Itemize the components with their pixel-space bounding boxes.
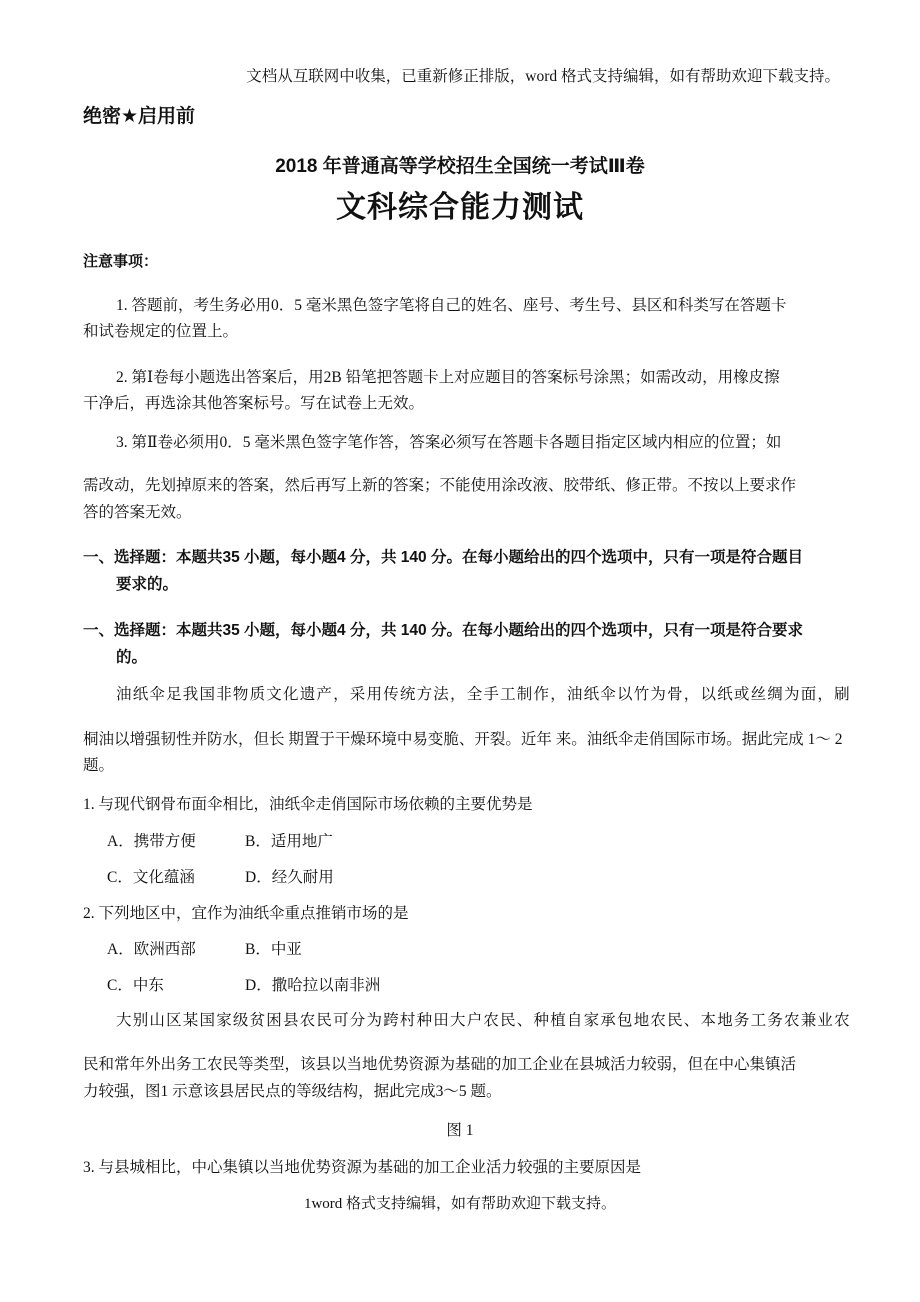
question-2-option-d: D．撒哈拉以南非洲	[245, 977, 381, 994]
download-note-header: 文档从互联网中收集，已重新修正排版，word 格式支持编辑，如有帮助欢迎下载支持。	[246, 68, 840, 85]
question-2-option-a: A．欧洲西部	[107, 941, 196, 958]
figure-caption: 图 1	[446, 1122, 474, 1139]
question-3-stem: 3. 与县城相比，中心集镇以当地优势资源为基础的加工企业活力较强的主要原因是	[83, 1159, 642, 1176]
notice-item-2-line-2: 干净后，再选涂其他答案标号。写在试卷上无效。	[83, 395, 425, 412]
notice-item-2-line-1: 2. 第Ⅰ卷每小题选出答案后，用2B 铅笔把答题卡上对应题目的答案标号涂黑；如需改动，用橡皮擦	[116, 369, 780, 386]
question-1-option-a: A．携带方便	[107, 833, 196, 850]
section-heading-1-line-1: 一、选择题：本题共35 小题，每小题4 分，共 140 分。在每小题给出的四个选项中，只有一项是符合题目	[83, 549, 803, 566]
question-1-option-c: C．文化蕴涵	[107, 869, 195, 886]
passage-1-line-3: 题。	[83, 757, 115, 774]
notice-item-1-line-1: 1. 答题前，考生务必用0．5 毫米黑色签字笔将自己的姓名、座号、考生号、县区和科类写在答题卡	[116, 297, 787, 314]
exam-title: 2018 年普通高等学校招生全国统一考试Ⅲ卷	[275, 156, 645, 177]
notice-heading: 注意事项：	[83, 253, 159, 270]
notice-item-3-line-3: 答的答案无效。	[83, 504, 192, 521]
question-2-stem: 2. 下列地区中，宜作为油纸伞重点推销市场的是	[83, 905, 409, 922]
notice-item-3-line-1: 3. 第Ⅱ卷必须用0．5 毫米黑色签字笔作答，答案必须写在答题卡各题目指定区域内相应的位置；如	[116, 434, 782, 451]
notice-item-1-line-2: 和试卷规定的位置上。	[83, 323, 239, 340]
passage-2-line-1: 大别山区某国家级贫困县农民可分为跨村种田大户农民、种植自家承包地农民、本地务工务农兼业农	[116, 1012, 851, 1029]
section-heading-2-line-2: 的。	[116, 649, 148, 666]
passage-2-line-3: 力较强，图1 示意该县居民点的等级结构，据此完成3～5 题。	[83, 1083, 502, 1100]
section-heading-2-line-1: 一、选择题：本题共35 小题，每小题4 分，共 140 分。在每小题给出的四个选项中，只有一项是符合要求	[83, 622, 803, 639]
passage-2-line-2: 民和常年外出务工农民等类型，该县以当地优势资源为基础的加工企业在县城活力较弱，但在中心集镇活	[83, 1056, 797, 1073]
passage-1-line-1: 油纸伞足我国非物质文化遗产，采用传统方法，全手工制作，油纸伞以竹为骨，以纸或丝绸为面，刷	[116, 686, 851, 703]
question-1-stem: 1. 与现代钢骨布面伞相比，油纸伞走俏国际市场依赖的主要优势是	[83, 796, 533, 813]
subject-title: 文科综合能力测试	[336, 191, 584, 224]
question-2-option-b: B．中亚	[245, 941, 302, 958]
notice-item-3-line-2: 需改动，先划掉原来的答案，然后再写上新的答案；不能使用涂改液、胶带纸、修正带。不按以上要求作	[83, 477, 797, 494]
question-1-option-b: B．适用地广	[245, 833, 333, 850]
download-note-footer: 1word 格式支持编辑，如有帮助欢迎下载支持。	[303, 1196, 617, 1212]
passage-1-line-2: 桐油以增强韧性并防水，但长 期置于干燥环境中易变脆、开裂。近年 来。油纸伞走俏国际市场。据此完成 1～ 2	[83, 731, 843, 748]
question-2-option-c: C．中东	[107, 977, 164, 994]
question-1-option-d: D．经久耐用	[245, 869, 334, 886]
confidential-label: 绝密★启用前	[83, 106, 196, 127]
section-heading-1-line-2: 要求的。	[116, 576, 179, 593]
